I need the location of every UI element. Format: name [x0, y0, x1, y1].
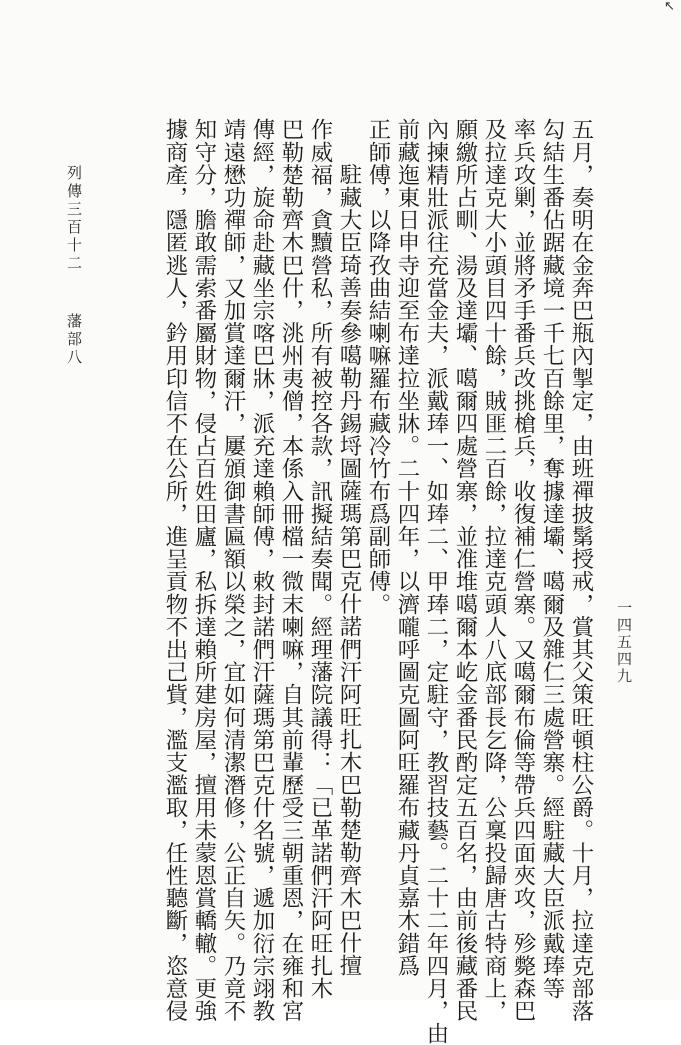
- main-text: [158, 118, 596, 1045]
- text-column-12: 傳經，旋命赴藏坐宗喀巴牀，派充達賴師傅，敕封諾們汗薩瑪第巴克什名號，遞加衍宗翊教: [249, 118, 275, 1022]
- text-column-10: 作威福，貪黷營私，所有被控各款，訊擬結奏聞。經理藩院議得：「已革諾們汗阿旺扎木: [307, 118, 333, 1000]
- text-column-15: 據商產，隱匿逃人，鈐用印信不在公所，進呈貢物不出己貲，濫支濫取，任性聽斷，恣意侵: [162, 118, 188, 1022]
- text-column-6: 內揀精壯派往充當金夫，派戴琫一、如琫二、甲琫二，定駐守，教習技藝。二十二年四月，由: [423, 118, 449, 1045]
- text-column-5: 願繳所占甽、湯及達壩、噶爾四處營寨，並准堆噶爾本屹金番民酌定五百名，由前後藏番民: [452, 118, 478, 1022]
- text-column-7: 前藏迤東日申寺迎至布達拉坐牀。二十四年，以濟嚨呼圖克圖阿旺羅布藏丹貞嘉木錯爲: [394, 118, 420, 977]
- section-title: 藩部八: [65, 313, 83, 367]
- text-column-8: 正師傅，以降孜曲結喇嘛羅布藏冷竹布爲副師傅。: [365, 118, 391, 616]
- text-column-4: 及拉達克大小頭目四十餘，賊匪二百餘，拉達克頭人八底部長乞降，公稟投歸唐古特商上，: [481, 118, 507, 1022]
- running-header: [64, 165, 85, 367]
- volume-title: 列傳三百十二: [65, 165, 83, 273]
- text-column-11: 巴勒楚勒齊木巴什，洮州夷僧，本係入冊檔一微末喇嘛，自其前輩歷受三朝重恩，在雍和宮: [278, 118, 304, 1022]
- text-column-14: 知守分，膽敢需索番屬財物，侵占百姓田廬，私拆達賴所建房屋，擅用未蒙恩賞轎轍。更強: [191, 118, 217, 1022]
- scan-corner-mark: ↖: [664, 0, 675, 14]
- text-column-1: 五月，奏明在金奔巴瓶內掣定，由班禪披鬀授戒，賞其父策旺頓柱公爵。十月，拉達克部落: [568, 118, 594, 1022]
- page-number: 一四五四九: [615, 600, 633, 685]
- text-column-3: 率兵攻剿，並將矛手番兵改挑槍兵，收復補仁營寨。又噶爾布倫等帶兵四面夾攻，殄斃森巴: [510, 118, 536, 1022]
- text-column-9: 駐藏大臣琦善奏參噶勒丹錫埒圖薩瑪第巴克什諾們汗阿旺扎木巴勒楚勒齊木巴什擅: [336, 163, 362, 977]
- text-column-13: 靖遠懋功禪師，又加賞達爾汗，屢頒御書匾額以榮之，宜如何清潔潛修，公正自矢。乃竟不: [220, 118, 246, 1022]
- text-column-2: 勾結生番佔踞藏境一千七百餘里，奪據達壩、噶爾及雜仁三處營寨。經駐藏大臣派戴琫等: [539, 118, 565, 1000]
